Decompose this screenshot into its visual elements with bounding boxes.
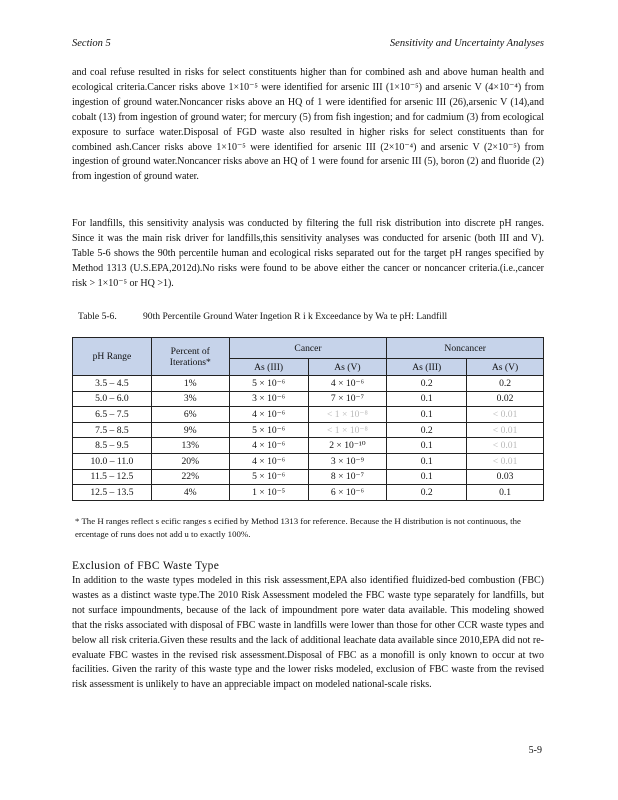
header-noncancer-as3: As (III) <box>387 359 467 376</box>
noncancer-as3-cell: 0.1 <box>387 453 467 469</box>
cancer-as5-cell: 3 × 10⁻⁹ <box>308 453 387 469</box>
table-row <box>73 469 544 485</box>
percent-cell: 13% <box>151 438 229 454</box>
noncancer-as3-cell: 0.2 <box>387 422 467 438</box>
cancer-as3-cell: 1 × 10⁻⁵ <box>229 485 308 501</box>
page-header <box>72 38 544 52</box>
percent-cell: 9% <box>151 422 229 438</box>
table-footnote: * The H ranges reflect s ecific ranges s ecified by Method 1313 for reference. Because the H distribution is not continuous, the ercentage of runs does not add u to exactly 100%. <box>75 516 521 539</box>
cancer-as3-cell: 3 × 10⁻⁶ <box>229 391 308 407</box>
header-title: Sensitivity and Uncertainty Analyses <box>389 38 544 49</box>
cancer-as3-cell: 5 × 10⁻⁶ <box>229 469 308 485</box>
paragraph-landfill-ph: For landfills, this sensitivity analysis was conducted by filtering the full risk distribution into discrete pH ranges. Since it was the main risk driver for landfills,this sensitivity analyses was conducted for arsenic (both III and V). Table 5-6 shows the 90th percentile human and ecological risks separated out for the target pH ranges specified by Method 1313 (U.S.EPA,2012d).No risks were found to be above either the cancer or noncancer criteria.(i.e.,cancer risk > 1×10⁻⁵ or HQ >1). <box>72 218 544 289</box>
ph-cell: 3.5 – 4.5 <box>73 376 152 392</box>
noncancer-as5-cell: 0.02 <box>467 391 544 407</box>
paragraph-ccr-risks: and coal refuse resulted in risks for select constituents higher than for combined ash and above human health and ecological criteria.Cancer risks above 1×10⁻⁵ were identified for arsenic III (1×10⁻⁵) and arsenic V (4×10⁻⁴) from ingestion of ground water.Noncancer risks above an HQ of 1 were identified for arsenic III (26),arsenic V (14),and cobalt (13) from ingestion of ground water; for mercury (5) from fish ingestion; and for cadmium (3) from ecological exposure to surface water.Disposal of FGD waste also resulted in higher risks for select constituents than for combined ash.Cancer risks above 1×10⁻⁵ were identified for arsenic III (2×10⁻⁴) and arsenic V (2×10⁻⁵) from ingestion of ground water.Noncancer risks above an HQ of 1 were found for arsenic III (5), boron (2) and fluoride (2) from ingestion of ground water. <box>72 67 544 183</box>
section-label: Section 5 <box>72 38 111 49</box>
ph-cell: 5.0 – 6.0 <box>73 391 152 407</box>
cancer-as3-cell: 4 × 10⁻⁶ <box>229 438 308 454</box>
noncancer-as3-cell: 0.1 <box>387 469 467 485</box>
table-row <box>73 453 544 469</box>
cancer-as5-cell: 6 × 10⁻⁶ <box>308 485 387 501</box>
noncancer-as5-cell: < 0.01 <box>467 453 544 469</box>
noncancer-as5-cell: 0.1 <box>467 485 544 501</box>
header-cancer-as3: As (III) <box>229 359 308 376</box>
cancer-as3-cell: 4 × 10⁻⁶ <box>229 407 308 423</box>
table-row <box>73 407 544 423</box>
noncancer-as5-cell: 0.03 <box>467 469 544 485</box>
header-noncancer-as5: As (V) <box>467 359 544 376</box>
ph-cell: 7.5 – 8.5 <box>73 422 152 438</box>
ph-cell: 8.5 – 9.5 <box>73 438 152 454</box>
cancer-as5-cell: < 1 × 10⁻⁸ <box>308 422 387 438</box>
percent-cell: 1% <box>151 376 229 392</box>
table-row <box>73 438 544 454</box>
noncancer-as3-cell: 0.1 <box>387 438 467 454</box>
header-percent-iterations: Percent of Iterations* <box>151 338 229 376</box>
header-cancer: Cancer <box>229 338 387 359</box>
section-heading: Exclusion of FBC Waste Type <box>72 560 220 572</box>
ph-cell: 11.5 – 12.5 <box>73 469 152 485</box>
noncancer-as5-cell: < 0.01 <box>467 422 544 438</box>
cancer-as3-cell: 5 × 10⁻⁶ <box>229 422 308 438</box>
header-noncancer: Noncancer <box>387 338 544 359</box>
percent-cell: 3% <box>151 391 229 407</box>
noncancer-as3-cell: 0.2 <box>387 485 467 501</box>
table-row <box>73 376 544 392</box>
percent-cell: 22% <box>151 469 229 485</box>
cancer-as5-cell: < 1 × 10⁻⁸ <box>308 407 387 423</box>
ph-cell: 12.5 – 13.5 <box>73 485 152 501</box>
noncancer-as3-cell: 0.1 <box>387 391 467 407</box>
ph-cell: 10.0 – 11.0 <box>73 453 152 469</box>
table-title: 90th Percentile Ground Water Ingetion R i k Exceedance by Wa te pH: Landfill <box>143 311 448 322</box>
percent-cell: 4% <box>151 485 229 501</box>
cancer-as3-cell: 5 × 10⁻⁶ <box>229 376 308 392</box>
cancer-as5-cell: 8 × 10⁻⁷ <box>308 469 387 485</box>
ph-risk-table <box>72 337 544 501</box>
cancer-as5-cell: 4 × 10⁻⁶ <box>308 376 387 392</box>
cancer-as5-cell: 7 × 10⁻⁷ <box>308 391 387 407</box>
noncancer-as5-cell: 0.2 <box>467 376 544 392</box>
noncancer-as3-cell: 0.1 <box>387 407 467 423</box>
noncancer-as3-cell: 0.2 <box>387 376 467 392</box>
percent-cell: 6% <box>151 407 229 423</box>
paragraph-fbc-waste: In addition to the waste types modeled in this risk assessment,EPA also identified fluidized-bed combustion (FBC) wastes as a distinct waste type.The 2010 Risk Assessment modeled the FBC waste type separately for landfills, but not surface impoundments, because of the lack of impoundment pore water data available. This modeling showed that the risks associated with disposal of FBC waste in landfills were lower than those for other CCR waste types and below all risk criteria.Given these results and the lack of additional leachate data available since 2010,EPA did not re-evaluate FBC wastes in the revised risk assessment.Disposal of FBC as a monofill is only known to occur at two facilities. Given the rarity of this waste type and the lower risks modeled, exclusion of FBC waste from the revised risk assessment is unlikely to have an appreciable impact on modeled national-scale risks. <box>72 575 544 691</box>
ph-cell: 6.5 – 7.5 <box>73 407 152 423</box>
noncancer-as5-cell: < 0.01 <box>467 407 544 423</box>
noncancer-as5-cell: < 0.01 <box>467 438 544 454</box>
cancer-as3-cell: 4 × 10⁻⁶ <box>229 453 308 469</box>
header-cancer-as5: As (V) <box>308 359 387 376</box>
header-ph-range: pH Range <box>73 338 152 376</box>
table-row <box>73 422 544 438</box>
table-row <box>73 485 544 501</box>
table-number: Table 5-6. <box>78 311 117 322</box>
page-number: 5-9 <box>528 745 542 756</box>
cancer-as5-cell: 2 × 10⁻¹⁰ <box>308 438 387 454</box>
percent-cell: 20% <box>151 453 229 469</box>
table-row <box>73 391 544 407</box>
